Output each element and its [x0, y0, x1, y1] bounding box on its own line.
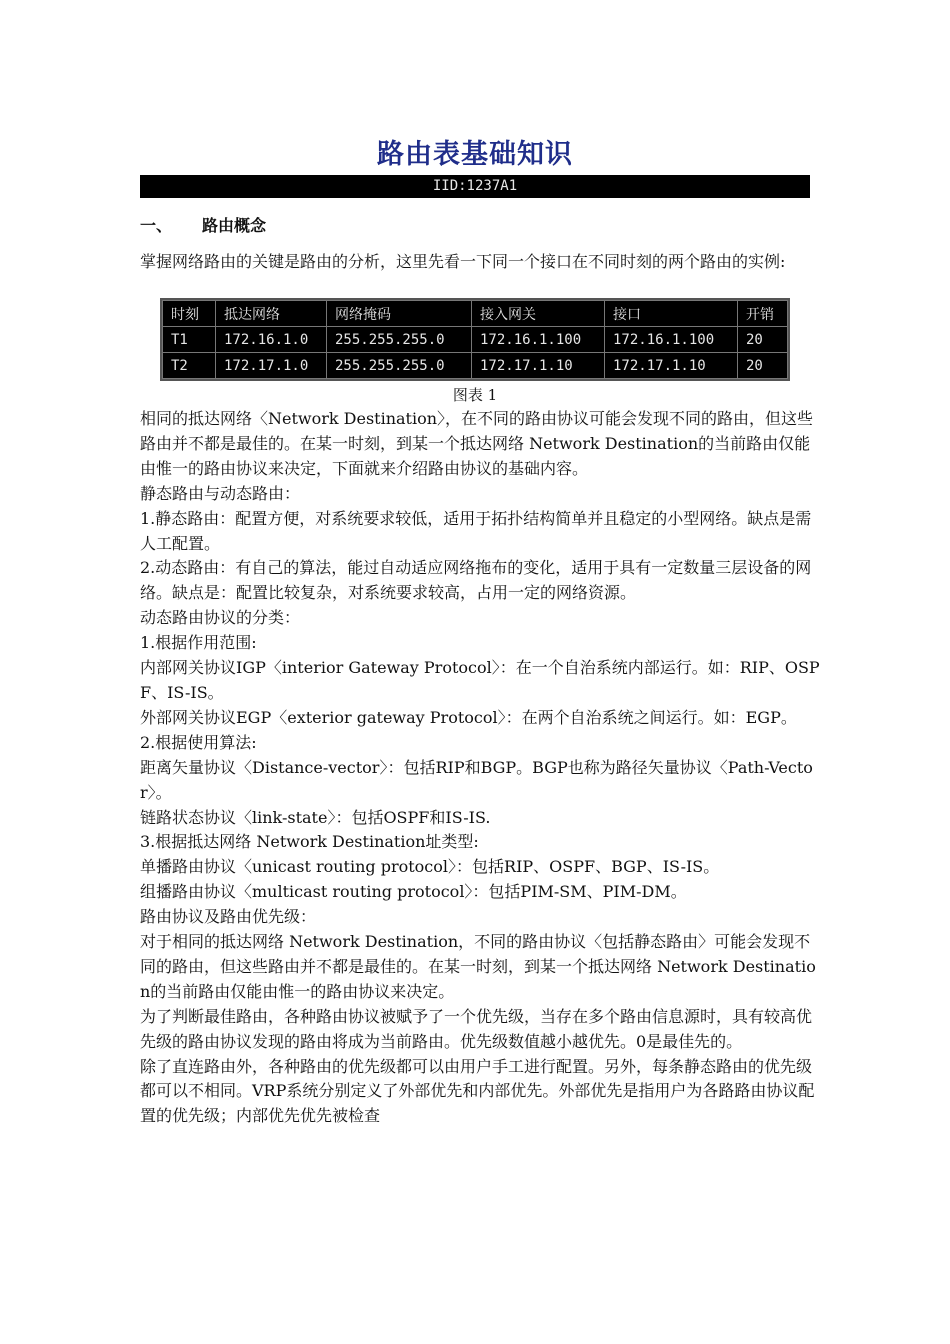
- body-paragraph: 内部网关协议IGP〈interior Gateway Protocol〉：在一个自治系统内部运行。如：RIP、OSPF、IS-IS。: [140, 658, 820, 702]
- body-paragraph: 静态路由与动态路由：: [140, 483, 301, 503]
- col-header-gateway: 接入网关: [472, 301, 605, 327]
- table-cell: 255.255.255.0: [327, 353, 472, 379]
- body-paragraph: 相同的抵达网络〈Network Destination〉，在不同的路由协议可能会发现不同的路由，但这些路由并不都是最佳的。在某一时刻，到某一个抵达网络 Network Destination的当前路由仅能由惟一的路由协议来决定，下面就来介绍路由协议的基础内容。: [140, 409, 814, 478]
- body-paragraph: 外部网关协议EGP〈exterior gateway Protocol〉：在两个自治系统之间运行。如：EGP。: [140, 707, 797, 727]
- body-paragraph: 组播路由协议〈multicast routing protocol〉：包括PIM-SM、PIM-DM。: [140, 882, 687, 902]
- body-paragraph: 2.动态路由：有自己的算法，能过自动适应网络拖布的变化，适用于具有一定数量三层设备的网络。缺点是：配置比较复杂，对系统要求较高，占用一定的网络资源。: [140, 558, 812, 603]
- table-caption: 图表 1: [452, 386, 498, 404]
- table-cell: 20: [738, 353, 788, 379]
- body-paragraph: 距离矢量协议〈Distance-vector〉：包括RIP和BGP。BGP也称为路径矢量协议〈Path-Vector〉。: [140, 757, 813, 802]
- body-paragraph: 除了直连路由外，各种路由的优先级都可以由用户手工进行配置。另外，每条静态路由的优先级都可以不相同。VRP系统分别定义了外部优先和内部优先。外部优先是指用户为各路路由协议配置的优先级；内部优先优先被检查: [140, 1056, 815, 1126]
- body-paragraph: 1.根据作用范围:: [140, 633, 257, 653]
- col-header-mask: 网络掩码: [327, 301, 472, 327]
- section-heading: [140, 213, 266, 236]
- body-paragraph: 1.静态路由：配置方便，对系统要求较低，适用于拓扑结构简单并且稳定的小型网络。缺点是需人工配置。: [140, 508, 812, 553]
- body-paragraph: 对于相同的抵达网络 Network Destination，不同的路由协议〈包括静态路由〉可能会发现不同的路由，但这些路由并不都是最佳的。在某一时刻，到某一个抵达网络 Network Destination的当前路由仅能由惟一的路由协议来决定。: [140, 932, 816, 1001]
- col-header-cost: 开销: [738, 301, 788, 327]
- section-number: 一、: [140, 216, 173, 235]
- table-cell: T1: [163, 327, 216, 353]
- body-text: [140, 407, 820, 1129]
- table-row: [163, 327, 788, 353]
- body-paragraph: 2.根据使用算法:: [140, 732, 257, 752]
- iid-bar: IID:1237A1: [140, 175, 810, 198]
- body-paragraph: 链路状态协议〈link-state〉：包括OSPF和IS-IS.: [140, 807, 491, 827]
- col-header-destination: 抵达网络: [216, 301, 327, 327]
- table-cell: 255.255.255.0: [327, 327, 472, 353]
- route-table: [160, 298, 790, 381]
- body-paragraph: 路由协议及路由优先级：: [140, 907, 317, 927]
- table-cell: 172.16.1.100: [605, 327, 738, 353]
- document-title: 路由表基础知识: [377, 139, 573, 170]
- body-paragraph: 3.根据抵达网络 Network Destination址类型:: [140, 832, 479, 852]
- table-cell: 172.17.1.0: [216, 353, 327, 379]
- table-cell: 20: [738, 327, 788, 353]
- body-paragraph: 动态路由协议的分类：: [140, 608, 301, 628]
- table-cell: 172.17.1.10: [605, 353, 738, 379]
- table-cell: T2: [163, 353, 216, 379]
- table-cell: 172.17.1.10: [472, 353, 605, 379]
- col-header-interface: 接口: [605, 301, 738, 327]
- table-cell: 172.16.1.0: [216, 327, 327, 353]
- intro-paragraph: 掌握网络路由的关键是路由的分析，这里先看一下同一个接口在不同时刻的两个路由的实例:: [140, 252, 786, 271]
- col-header-time: 时刻: [163, 301, 216, 327]
- body-paragraph: 单播路由协议〈unicast routing protocol〉：包括RIP、OSPF、BGP、IS-IS。: [140, 857, 720, 877]
- section-title: 路由概念: [202, 216, 267, 235]
- body-paragraph: 为了判断最佳路由，各种路由协议被赋予了一个优先级，当存在多个路由信息源时，具有较高优先级的路由协议发现的路由将成为当前路由。优先级数值越小越优先。0是最佳先的。: [140, 1006, 813, 1051]
- table-cell: 172.16.1.100: [472, 327, 605, 353]
- table-row: [163, 353, 788, 379]
- table-header-row: [163, 301, 788, 327]
